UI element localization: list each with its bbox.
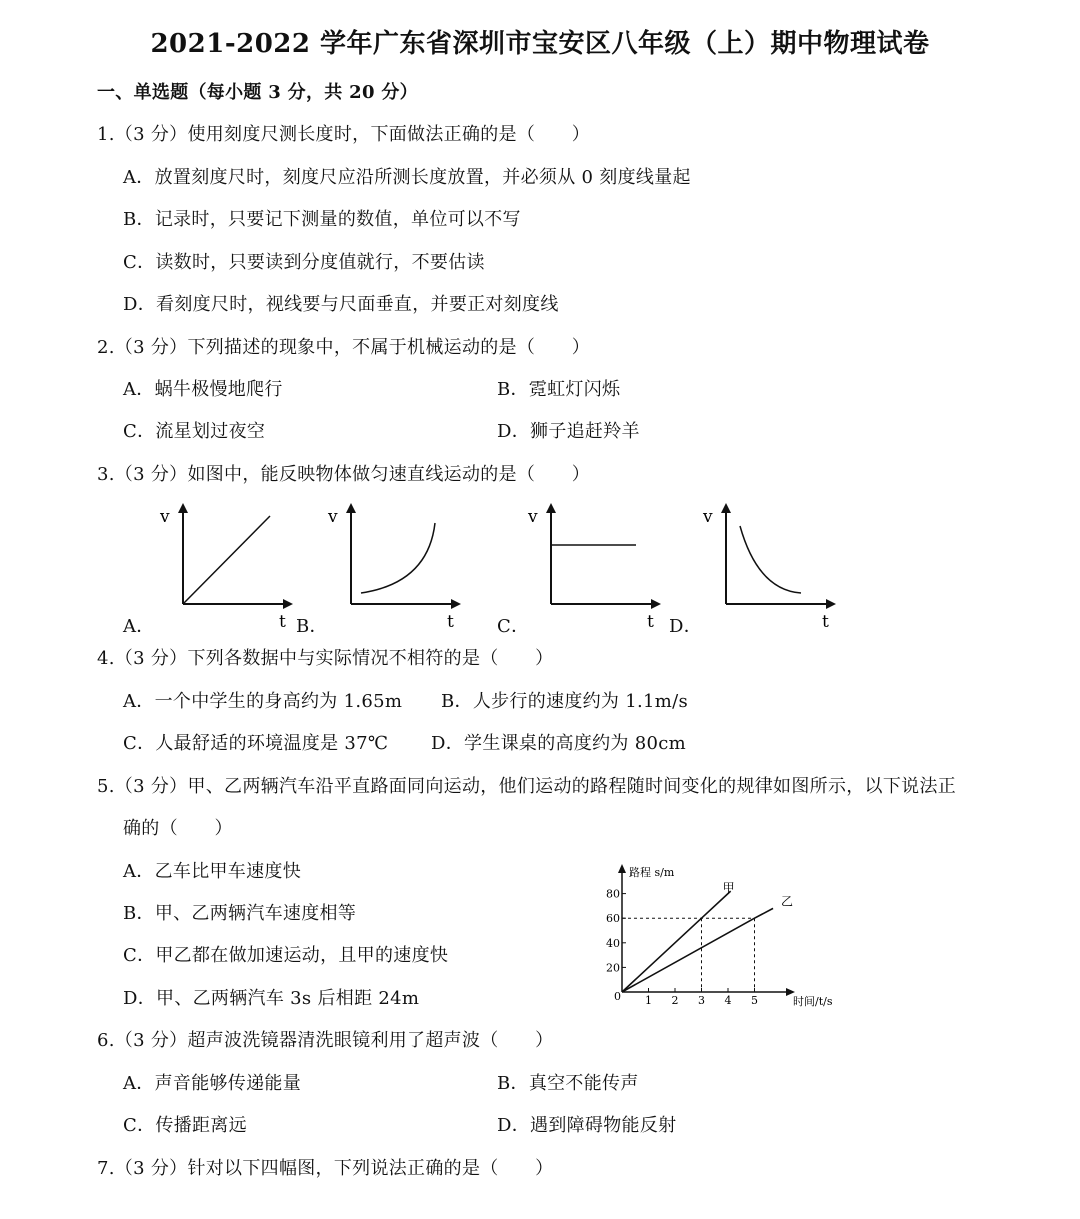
q2-stem: 2.（3 分）下列描述的现象中，不属于机械运动的是（ ） [97, 337, 591, 358]
section-heading: 一、单选题（每小题 3 分，共 20 分） [97, 82, 418, 103]
y-tick-label: 80 [606, 887, 620, 901]
graph-a-t-axis: t [279, 612, 286, 632]
q3-graph-d [693, 498, 843, 633]
q2-option-a: A．蜗牛极慢地爬行 [123, 379, 283, 400]
x-tick-label: 4 [724, 994, 732, 1007]
graph-b-t-axis: t [447, 612, 454, 632]
q3-option-a-label: A． [123, 616, 155, 637]
q4-option-a: A．一个中学生的身高约为 1.65m [123, 691, 403, 712]
q5-stem-line2: 确的（ ） [123, 818, 233, 839]
graph-c-v-axis: v [528, 507, 538, 527]
graph-d-t-axis: t [822, 612, 829, 632]
q4-option-d: D．学生课桌的高度约为 80cm [431, 733, 687, 754]
q5-option-d: D．甲、乙两辆汽车 3s 后相距 24m [123, 988, 420, 1009]
q1-option-a: A．放置刻度尺时，刻度尺应沿所测长度放置，并必须从 0 刻度线量起 [123, 167, 691, 188]
y-tick-label: 60 [606, 912, 620, 926]
q3-graph-b [318, 498, 468, 633]
q6-option-d: D．遇到障碍物能反射 [497, 1115, 677, 1136]
q6-option-a: A．声音能够传递能量 [123, 1073, 301, 1094]
x-tick-label: 2 [671, 994, 679, 1007]
series-label-yi: 乙 [781, 894, 794, 909]
q1-option-c: C．读数时，只要读到分度值就行，不要估读 [123, 252, 485, 273]
q3-graph-c [518, 498, 668, 633]
q7-stem: 7.（3 分）针对以下四幅图，下列说法正确的是（ ） [97, 1158, 554, 1179]
q3-graph-a [150, 498, 300, 633]
q4-stem: 4.（3 分）下列各数据中与实际情况不相符的是（ ） [97, 648, 554, 669]
q5-stem-line1: 5.（3 分）甲、乙两辆汽车沿平直路面同向运动，他们运动的路程随时间变化的规律如图所示，以下说法正 [97, 776, 957, 797]
q2-option-d: D．狮子追赶羚羊 [497, 421, 640, 442]
q6-option-c: C．传播距离远 [123, 1115, 247, 1136]
graph-a-v-axis: v [160, 507, 170, 527]
q3-option-d-label: D． [669, 616, 703, 637]
chart-y-axis-arrow [618, 864, 626, 873]
x-tick-label: 1 [645, 994, 652, 1007]
chart-x-axis-label: 时间/t/s [793, 995, 833, 1008]
q1-option-b: B．记录时，只要记下测量的数值，单位可以不写 [123, 209, 521, 230]
series-line-jia [622, 891, 731, 992]
chart-y-axis-label: 路程 s/m [629, 866, 675, 879]
q6-option-b: B．真空不能传声 [497, 1073, 639, 1094]
graph-d-v-axis: v [703, 507, 713, 527]
series-label-jia: 甲 [722, 881, 735, 896]
q4-option-c: C．人最舒适的环境温度是 37℃ [123, 733, 389, 754]
q1-stem: 1.（3 分）使用刻度尺测长度时，下面做法正确的是（ ） [97, 124, 591, 145]
exam-title: 2021-2022 学年广东省深圳市宝安区八年级（上）期中物理试卷 [150, 29, 930, 59]
q3-stem: 3.（3 分）如图中，能反映物体做匀速直线运动的是（ ） [97, 464, 591, 485]
y-tick-label: 20 [606, 961, 620, 975]
q5-option-b: B．甲、乙两辆汽车速度相等 [123, 903, 357, 924]
q2-option-b: B．霓虹灯闪烁 [497, 379, 621, 400]
q1-option-d: D．看刻度尺时，视线要与尺面垂直，并要正对刻度线 [123, 294, 559, 315]
q5-option-c: C．甲乙都在做加速运动，且甲的速度快 [123, 945, 449, 966]
x-tick-label: 5 [751, 994, 758, 1007]
q5-option-a: A．乙车比甲车速度快 [123, 861, 301, 882]
chart-origin-label: 0 [614, 990, 621, 1003]
q2-option-c: C．流星划过夜空 [123, 421, 266, 442]
graph-b-v-axis: v [328, 507, 338, 527]
graph-c-t-axis: t [647, 612, 654, 632]
x-tick-label: 3 [698, 994, 705, 1007]
q3-option-c-label: C． [497, 616, 530, 637]
q3-option-b-label: B． [296, 616, 328, 637]
q4-option-b: B．人步行的速度约为 1.1m/s [441, 691, 689, 712]
q5-distance-time-chart [595, 858, 855, 1016]
q6-stem: 6.（3 分）超声波洗镜器清洗眼镜利用了超声波（ ） [97, 1030, 554, 1051]
y-tick-label: 40 [606, 936, 620, 950]
